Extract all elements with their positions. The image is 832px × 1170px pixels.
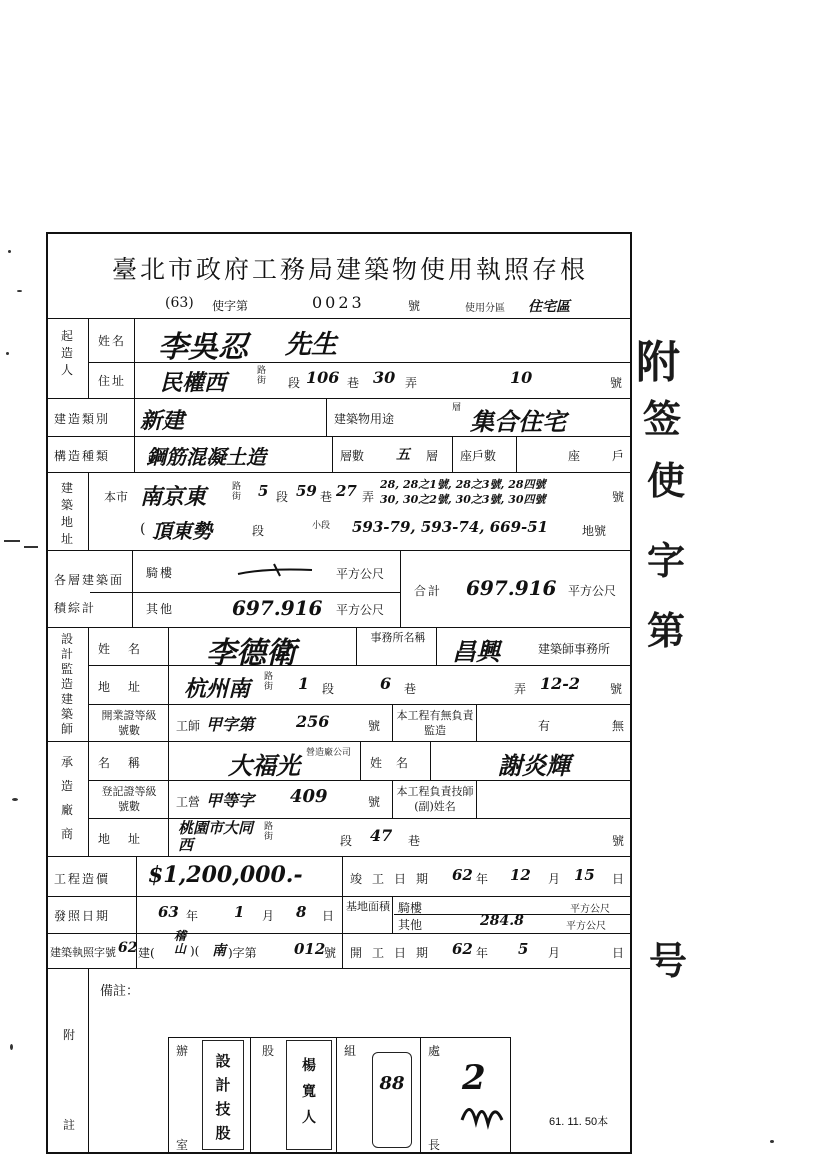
col-line <box>360 741 361 780</box>
floors-label: 層數 <box>340 449 365 463</box>
other-value: 697.916 <box>232 596 323 620</box>
scan-speck <box>6 352 9 355</box>
col-line <box>88 318 89 398</box>
completion-label: 竣工日期 <box>350 872 439 886</box>
side-char: 字 <box>646 538 685 583</box>
scan-speck <box>8 250 11 253</box>
applicant-lane-label: 巷 <box>347 376 360 390</box>
floors-value: 五 <box>396 447 410 463</box>
contractor-road-unit: 路街 <box>264 822 274 842</box>
contractor-road: 桃園市大同西 <box>178 819 254 854</box>
households-unit: 戶 <box>612 449 625 463</box>
arcade-unit: 平方公尺 <box>336 567 385 581</box>
start-year-label: 年 <box>476 946 489 960</box>
applicant-name-label: 姓名 <box>98 334 127 348</box>
col-line <box>476 704 477 741</box>
col-line <box>134 398 135 472</box>
issue-year-label: 年 <box>186 909 199 923</box>
row-line <box>46 968 632 969</box>
stamp-box <box>372 1052 412 1148</box>
issue-year: 63 <box>158 903 179 921</box>
designer-lane: 6 <box>380 674 392 693</box>
designer-reg-suffix: 號 <box>368 719 381 733</box>
scan-speck <box>770 1140 774 1143</box>
building-floor-unit: 層 <box>452 403 462 413</box>
designer-reg-label: 開業證等級號數 <box>101 709 157 737</box>
location-group-label: 建築地址 <box>60 481 73 546</box>
designer-name-label: 姓名 <box>98 642 159 656</box>
contractor-name-suffix: 營造廠公司 <box>306 748 352 758</box>
remarks-label: 備註： <box>100 984 140 999</box>
contractor-reg-number: 409 <box>290 786 328 807</box>
designer-firm-label: 事務所名稱 <box>370 631 426 644</box>
cost-value: $1,200,000.- <box>148 862 303 888</box>
issue-day-label: 日 <box>322 909 335 923</box>
issue-month-label: 月 <box>262 909 275 923</box>
row-line <box>88 665 632 666</box>
location-alley-label: 弄 <box>362 490 375 504</box>
location-subsection-label: 小段 <box>312 521 331 531</box>
other-unit: 平方公尺 <box>336 603 385 617</box>
col-line <box>400 550 401 627</box>
completion-day: 15 <box>574 866 595 884</box>
col-line <box>516 436 517 472</box>
permit-label: 建築執照字號 <box>50 946 116 959</box>
signature-scribble <box>458 1090 514 1140</box>
license-prefix: (63) <box>165 295 194 311</box>
floors-unit: 層 <box>426 449 439 463</box>
approval-c: 組 <box>344 1044 357 1058</box>
row-line <box>168 1037 510 1038</box>
supervisor-label: 本工程有無負責監造 <box>396 709 474 737</box>
license-suffix: 號 <box>408 299 421 313</box>
designer-road: 杭州南 <box>184 676 251 702</box>
permit-number: 012 <box>294 940 326 958</box>
applicant-road: 民權西 <box>160 370 227 396</box>
permit-tail: )字第 <box>228 946 257 960</box>
location-district-label: 段 <box>252 524 265 538</box>
row-line <box>46 896 632 897</box>
designer-address-label: 地址 <box>98 680 159 694</box>
site-other-value: 284.8 <box>480 913 524 929</box>
supervisor-suffix: 無 <box>612 719 625 733</box>
col-line <box>168 1037 169 1154</box>
form-code: 61. 11. 50本 <box>549 1116 609 1128</box>
col-line <box>342 856 343 968</box>
designer-group-label: 設計監造建築師 <box>60 632 73 736</box>
location-lots: 593-79, 593-74, 669-51 <box>352 518 549 536</box>
completion-month-label: 月 <box>548 872 561 886</box>
col-line <box>88 968 89 1154</box>
supervisor-value: 有 <box>538 719 551 733</box>
location-road-unit: 路街 <box>232 482 242 502</box>
total-value: 697.916 <box>466 576 557 600</box>
designer-firm: 昌興 <box>452 637 500 666</box>
location-alley: 27 <box>336 482 357 500</box>
location-section-label: 段 <box>276 490 289 504</box>
designer-road-unit: 路街 <box>264 672 274 692</box>
col-line <box>168 627 169 856</box>
start-day-label: 日 <box>612 946 625 960</box>
permit-mid: )( <box>190 944 200 958</box>
contractor-reg-prefix: 工營 <box>176 795 201 809</box>
completion-year: 62 <box>452 866 473 884</box>
completion-month: 12 <box>510 866 531 884</box>
designer-firm-suffix: 建築師事務所 <box>538 642 611 656</box>
side-char: 第 <box>646 608 685 653</box>
side-char: 号 <box>648 938 687 983</box>
location-lot-label: 地號 <box>582 524 607 538</box>
col-line <box>392 704 393 741</box>
col-line <box>436 627 437 665</box>
col-line <box>430 741 431 780</box>
col-line <box>356 627 357 665</box>
row-line <box>46 550 632 551</box>
zone-label: 使用分區 <box>465 303 505 314</box>
start-label: 開工日期 <box>350 946 439 960</box>
other-label: 其他 <box>146 602 175 616</box>
completion-year-label: 年 <box>476 872 489 886</box>
applicant-number: 10 <box>510 368 533 387</box>
location-section: 5 <box>258 482 269 500</box>
location-numbers-line1: 28, 28之1號, 28之3號, 28四號 <box>380 478 546 491</box>
location-district: 頂東勢 <box>152 519 212 543</box>
col-line <box>392 780 393 818</box>
col-line <box>332 436 333 472</box>
structure-value: 鋼筋混凝土造 <box>146 445 266 469</box>
applicant-name: 李吳忍 <box>158 330 248 365</box>
approval-e: 室 <box>176 1138 189 1152</box>
stamp-text: 88 <box>379 1073 405 1094</box>
start-month-label: 月 <box>548 946 561 960</box>
applicant-alley-label: 弄 <box>405 376 418 390</box>
row-line <box>90 592 400 593</box>
designer-lane-label: 巷 <box>404 682 417 696</box>
page-title: 臺北市政府工務局建築物使用執照存根 <box>111 255 588 284</box>
scan-speck <box>10 1044 13 1050</box>
col-line <box>250 1037 251 1154</box>
site-arcade-unit: 平方公尺 <box>570 904 610 915</box>
contractor-number-label: 號 <box>612 834 625 848</box>
contractor-lane: 47 <box>370 826 393 845</box>
applicant-section-label: 段 <box>288 376 301 390</box>
contractor-reg-suffix: 號 <box>368 795 381 809</box>
approval-a: 辦 <box>176 1044 189 1058</box>
location-numbers-line2: 30, 30之2號, 30之3號, 30四號 <box>380 493 546 506</box>
col-line <box>476 780 477 818</box>
designer-section-label: 段 <box>322 682 335 696</box>
issue-label: 發照日期 <box>54 909 111 923</box>
stamp-box <box>202 1040 244 1150</box>
designer-name: 李德衛 <box>206 636 296 671</box>
row-line <box>46 856 632 857</box>
designer-reg-prefix: 工師 <box>176 719 201 733</box>
designer-reg-grade: 甲字第 <box>206 715 255 734</box>
license-number: 0023 <box>312 293 365 312</box>
building-use: 集合住宅 <box>470 407 566 436</box>
remarks-group-label: 附註 <box>62 1028 75 1132</box>
city-label: 本市 <box>104 490 129 504</box>
applicant-number-label: 號 <box>610 376 623 390</box>
row-line <box>88 704 632 705</box>
col-line <box>392 896 393 933</box>
cost-label: 工程造價 <box>54 872 111 886</box>
open-paren: ( <box>140 521 146 537</box>
building-type: 新建 <box>140 408 185 434</box>
col-line <box>88 472 89 550</box>
license-label: 使字第 <box>212 299 249 313</box>
applicant-road-unit: 路街 <box>257 366 267 386</box>
permit-suffix: 號 <box>324 946 337 960</box>
signature-mark: 2 <box>462 1058 486 1098</box>
contractor-reg-grade: 甲等字 <box>206 791 255 810</box>
permit-year: 62 <box>118 940 138 956</box>
stamp-text: 設計技股 <box>215 1052 231 1142</box>
contractor-name: 大福光 <box>228 751 300 780</box>
side-char: 签 <box>642 396 681 441</box>
start-month: 5 <box>518 940 529 958</box>
scan-speck <box>17 290 22 292</box>
building-type-label: 建造類別 <box>54 412 111 426</box>
col-line <box>132 550 133 627</box>
approval-b: 股 <box>262 1044 275 1058</box>
permit-bureau: 稽山 <box>174 929 187 956</box>
permit-code: 南 <box>212 943 226 959</box>
applicant-address-label: 住址 <box>98 374 127 388</box>
col-line <box>336 1037 337 1154</box>
total-label: 合計 <box>414 584 443 598</box>
arcade-label: 騎樓 <box>146 566 175 580</box>
location-lane-label: 巷 <box>320 490 333 504</box>
arcade-strike <box>236 560 316 580</box>
col-line <box>134 318 135 398</box>
row-line <box>46 933 632 934</box>
issue-month: 1 <box>234 903 245 921</box>
structure-label: 構造種類 <box>54 449 111 463</box>
area-group-label: 各層建築面積綜計 <box>54 573 125 615</box>
contractor-section-label: 段 <box>340 834 353 848</box>
approval-f: 長 <box>428 1138 441 1152</box>
applicant-alley: 30 <box>373 368 396 387</box>
applicant-group-label: 起造人 <box>60 329 73 377</box>
permit-prefix: 建( <box>138 946 155 960</box>
contractor-reg-label: 登記證等級號數 <box>101 785 157 813</box>
location-road: 南京東 <box>140 484 207 510</box>
applicant-title: 先生 <box>285 330 338 360</box>
designer-section: 1 <box>298 674 310 693</box>
issue-day: 8 <box>296 903 307 921</box>
designer-reg-number: 256 <box>296 712 330 731</box>
designer-alley-label: 弄 <box>514 682 527 696</box>
site-other-label: 其他 <box>398 918 423 932</box>
stamp-box <box>286 1040 332 1150</box>
location-lane: 59 <box>296 482 317 500</box>
site-other-unit: 平方公尺 <box>566 921 606 932</box>
col-line <box>420 1037 421 1154</box>
contractor-address-label: 地址 <box>98 832 159 846</box>
designer-number-label: 號 <box>610 682 623 696</box>
start-year: 62 <box>452 940 473 958</box>
applicant-lane: 106 <box>306 368 340 387</box>
contractor-person-label: 姓名 <box>370 756 423 770</box>
contractor-person: 謝炎輝 <box>498 751 570 780</box>
col-line <box>88 627 89 856</box>
scan-speck <box>4 540 20 542</box>
row-line <box>46 741 632 742</box>
col-line <box>326 398 327 436</box>
total-unit: 平方公尺 <box>568 584 617 598</box>
scan-speck <box>12 798 18 801</box>
designer-number: 12-2 <box>540 674 581 693</box>
approval-d: 處 <box>428 1044 441 1058</box>
site-area-label: 基地面積 <box>346 900 390 913</box>
contractor-group-label: 承造廠商 <box>60 755 73 841</box>
building-use-label: 建築物用途 <box>334 412 395 426</box>
row-line <box>46 627 632 628</box>
contractor-tech-label: 本工程負責技師(副)姓名 <box>396 785 474 813</box>
site-arcade-label: 騎樓 <box>398 901 423 915</box>
row-line <box>46 472 632 473</box>
row-line <box>88 818 632 819</box>
seat-unit: 座 <box>568 449 581 463</box>
stamp-text: 楊寬人 <box>302 1058 316 1126</box>
col-line <box>452 436 453 472</box>
completion-day-label: 日 <box>612 872 625 886</box>
side-char: 附 <box>636 337 680 388</box>
scan-speck <box>24 546 38 548</box>
contractor-lane-label: 巷 <box>408 834 421 848</box>
contractor-name-label: 名稱 <box>98 756 159 770</box>
location-number-label: 號 <box>612 490 625 504</box>
households-label: 座戶數 <box>460 449 497 463</box>
zone-value: 住宅區 <box>528 299 570 315</box>
side-char: 使 <box>646 458 685 503</box>
